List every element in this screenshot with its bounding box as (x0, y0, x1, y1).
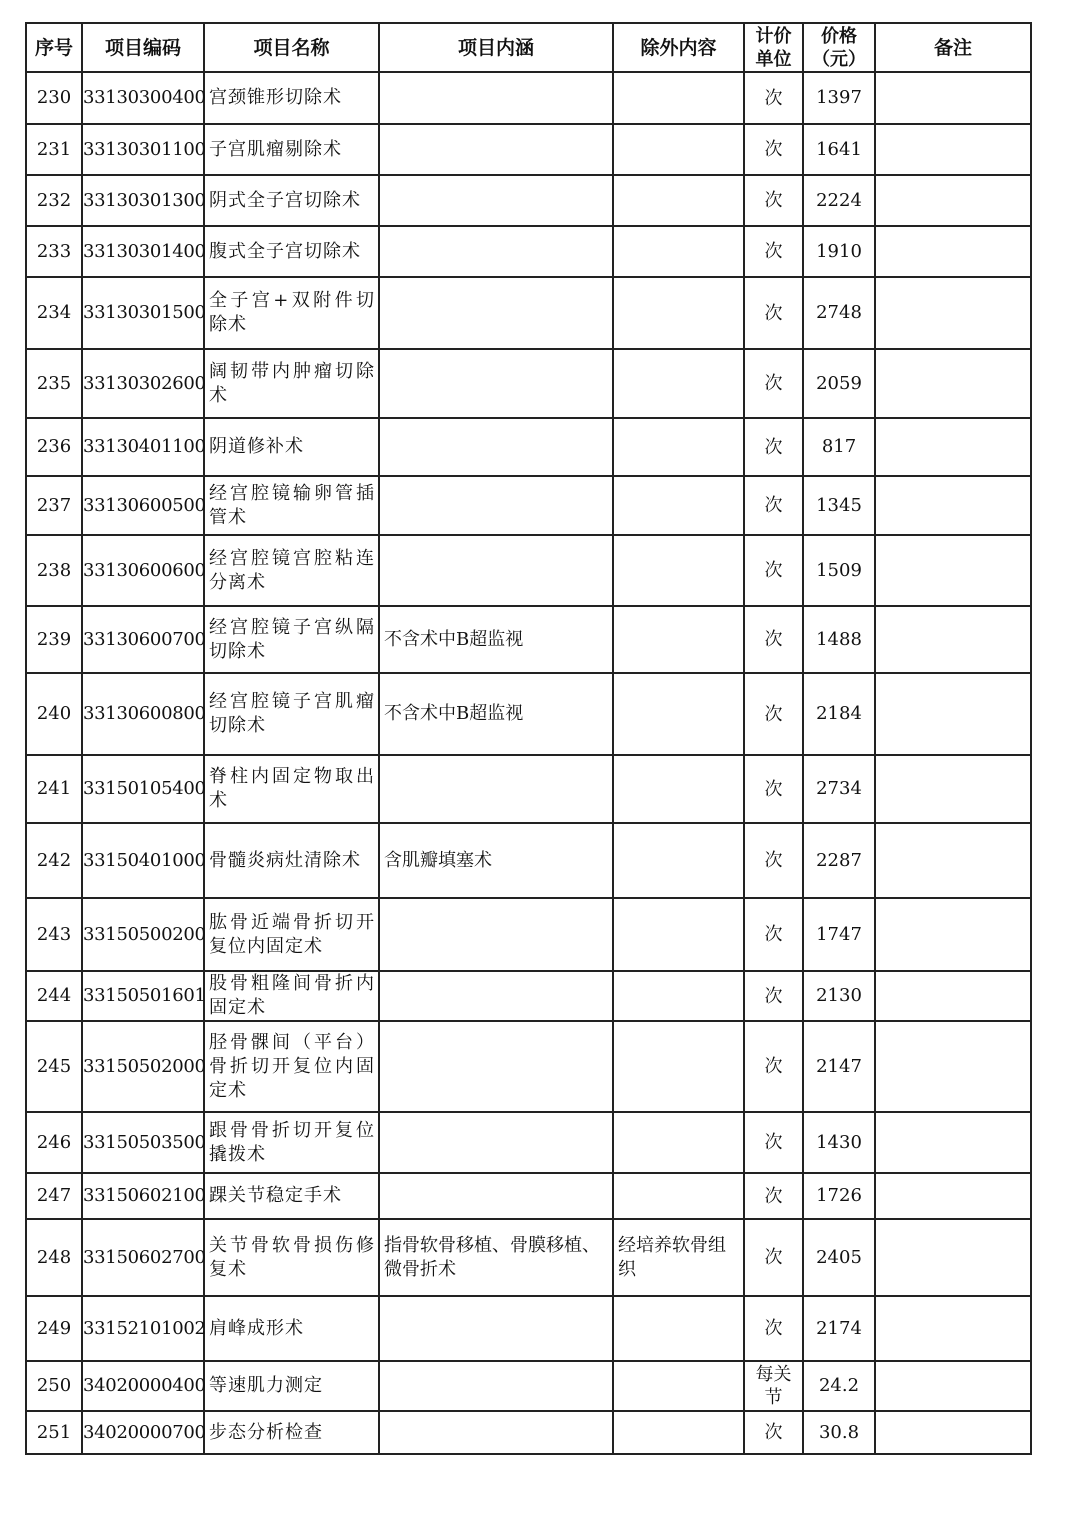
cell-unit: 次 (744, 175, 803, 226)
cell-remarks (875, 1411, 1031, 1454)
cell-remarks (875, 72, 1031, 124)
cell-name: 骨髓炎病灶清除术 (204, 823, 379, 898)
cell-connotation (379, 1112, 613, 1173)
cell-remarks (875, 175, 1031, 226)
cell-connotation (379, 1411, 613, 1454)
cell-name: 阔韧带内肿瘤切除术 (204, 349, 379, 418)
cell-unit: 次 (744, 72, 803, 124)
table-row (26, 1021, 1031, 1112)
cell-price: 2287 (803, 823, 875, 898)
cell-price: 1397 (803, 72, 875, 124)
header-connotation: 项目内涵 (379, 23, 613, 72)
table-row (26, 418, 1031, 476)
cell-seq: 248 (26, 1219, 82, 1296)
cell-code: 33150602100 (82, 1173, 204, 1219)
cell-name: 关节骨软骨损伤修复术 (204, 1219, 379, 1296)
header-exclusion: 除外内容 (613, 23, 744, 72)
cell-remarks (875, 971, 1031, 1021)
table-body (26, 72, 1031, 1454)
cell-name: 步态分析检查 (204, 1411, 379, 1454)
cell-seq: 246 (26, 1112, 82, 1173)
cell-name: 子宫肌瘤剔除术 (204, 124, 379, 175)
cell-connotation (379, 971, 613, 1021)
cell-connotation (379, 1296, 613, 1361)
table-row (26, 124, 1031, 175)
cell-seq: 251 (26, 1411, 82, 1454)
cell-seq: 244 (26, 971, 82, 1021)
table-row (26, 226, 1031, 277)
cell-price: 2130 (803, 971, 875, 1021)
cell-price: 2224 (803, 175, 875, 226)
cell-unit: 次 (744, 606, 803, 673)
table-row (26, 1296, 1031, 1361)
cell-exclusion (613, 823, 744, 898)
cell-code: 33152101002 (82, 1296, 204, 1361)
cell-unit: 次 (744, 535, 803, 606)
cell-price: 1641 (803, 124, 875, 175)
table-row (26, 535, 1031, 606)
cell-price: 2147 (803, 1021, 875, 1112)
cell-unit: 次 (744, 898, 803, 971)
header-name: 项目名称 (204, 23, 379, 72)
cell-connotation (379, 226, 613, 277)
header-price-line2: （元） (812, 48, 866, 70)
cell-exclusion (613, 349, 744, 418)
cell-remarks (875, 476, 1031, 535)
cell-unit: 次 (744, 1173, 803, 1219)
table-row (26, 673, 1031, 755)
cell-connotation: 含肌瓣填塞术 (379, 823, 613, 898)
header-price (803, 23, 875, 72)
cell-exclusion: 经培养软骨组织 (613, 1219, 744, 1296)
cell-connotation (379, 755, 613, 823)
cell-exclusion (613, 535, 744, 606)
cell-remarks (875, 1021, 1031, 1112)
cell-unit: 次 (744, 476, 803, 535)
header-remarks: 备注 (875, 23, 1031, 72)
cell-price: 1345 (803, 476, 875, 535)
cell-exclusion (613, 1112, 744, 1173)
cell-code: 34020000700 (82, 1411, 204, 1454)
cell-exclusion (613, 1173, 744, 1219)
cell-remarks (875, 277, 1031, 349)
cell-connotation (379, 898, 613, 971)
table-row (26, 606, 1031, 673)
cell-exclusion (613, 226, 744, 277)
cell-remarks (875, 1219, 1031, 1296)
cell-seq: 231 (26, 124, 82, 175)
cell-code: 33130301500 (82, 277, 204, 349)
header-unit-line1: 计价 (755, 25, 792, 47)
cell-unit: 次 (744, 1112, 803, 1173)
table-row (26, 1173, 1031, 1219)
cell-seq: 233 (26, 226, 82, 277)
cell-code: 33130600800 (82, 673, 204, 755)
table-row (26, 1219, 1031, 1296)
table-row (26, 72, 1031, 124)
cell-connotation (379, 1361, 613, 1411)
cell-exclusion (613, 476, 744, 535)
cell-price: 2184 (803, 673, 875, 755)
table-row (26, 1361, 1031, 1411)
cell-code: 33150602700 (82, 1219, 204, 1296)
cell-name: 阴道修补术 (204, 418, 379, 476)
cell-exclusion (613, 1021, 744, 1112)
cell-exclusion (613, 124, 744, 175)
cell-price: 1430 (803, 1112, 875, 1173)
cell-seq: 249 (26, 1296, 82, 1361)
cell-exclusion (613, 606, 744, 673)
cell-code: 33150401000 (82, 823, 204, 898)
cell-name: 跟骨骨折切开复位撬拨术 (204, 1112, 379, 1173)
cell-unit: 次 (744, 418, 803, 476)
cell-code: 33150502000 (82, 1021, 204, 1112)
cell-price: 24.2 (803, 1361, 875, 1411)
cell-unit: 次 (744, 1296, 803, 1361)
table-row (26, 277, 1031, 349)
cell-name: 胫骨髁间（平台）骨折切开复位内固定术 (204, 1021, 379, 1112)
cell-remarks (875, 823, 1031, 898)
cell-remarks (875, 226, 1031, 277)
cell-price: 30.8 (803, 1411, 875, 1454)
cell-unit: 次 (744, 277, 803, 349)
header-price-line1: 价格 (821, 25, 857, 47)
cell-unit: 次 (744, 1411, 803, 1454)
price-table (25, 22, 1032, 1455)
cell-exclusion (613, 1411, 744, 1454)
cell-connotation (379, 175, 613, 226)
cell-seq: 247 (26, 1173, 82, 1219)
cell-unit: 次 (744, 755, 803, 823)
cell-unit: 次 (744, 349, 803, 418)
header-row (26, 23, 1031, 72)
cell-remarks (875, 1296, 1031, 1361)
cell-code: 33150105400 (82, 755, 204, 823)
header-code: 项目编码 (82, 23, 204, 72)
cell-name: 阴式全子宫切除术 (204, 175, 379, 226)
cell-unit: 次 (744, 823, 803, 898)
cell-seq: 237 (26, 476, 82, 535)
cell-name: 经宫腔镜输卵管插管术 (204, 476, 379, 535)
cell-seq: 243 (26, 898, 82, 971)
table-row (26, 349, 1031, 418)
cell-price: 1488 (803, 606, 875, 673)
cell-remarks (875, 124, 1031, 175)
cell-connotation: 指骨软骨移植、骨膜移植、微骨折术 (379, 1219, 613, 1296)
cell-connotation (379, 277, 613, 349)
cell-remarks (875, 755, 1031, 823)
cell-connotation: 不含术中B超监视 (379, 673, 613, 755)
cell-connotation (379, 124, 613, 175)
cell-price: 817 (803, 418, 875, 476)
cell-remarks (875, 1112, 1031, 1173)
cell-exclusion (613, 72, 744, 124)
cell-exclusion (613, 971, 744, 1021)
cell-unit: 次 (744, 124, 803, 175)
header-seq: 序号 (26, 23, 82, 72)
cell-exclusion (613, 898, 744, 971)
cell-code: 34020000400 (82, 1361, 204, 1411)
cell-connotation (379, 535, 613, 606)
cell-name: 肱骨近端骨折切开复位内固定术 (204, 898, 379, 971)
table-row (26, 1411, 1031, 1454)
cell-code: 33130600700 (82, 606, 204, 673)
cell-unit: 次 (744, 1219, 803, 1296)
table-row (26, 476, 1031, 535)
cell-code: 33130600500 (82, 476, 204, 535)
cell-seq: 245 (26, 1021, 82, 1112)
cell-seq: 235 (26, 349, 82, 418)
table-row (26, 971, 1031, 1021)
cell-name: 宫颈锥形切除术 (204, 72, 379, 124)
cell-unit: 每关节 (744, 1361, 803, 1411)
cell-seq: 242 (26, 823, 82, 898)
cell-connotation (379, 1173, 613, 1219)
cell-seq: 232 (26, 175, 82, 226)
cell-remarks (875, 349, 1031, 418)
cell-remarks (875, 535, 1031, 606)
cell-exclusion (613, 755, 744, 823)
cell-name: 全子宫+双附件切除术 (204, 277, 379, 349)
cell-connotation (379, 72, 613, 124)
cell-connotation (379, 418, 613, 476)
cell-code: 33130301100 (82, 124, 204, 175)
cell-price: 2748 (803, 277, 875, 349)
cell-code: 33130600600 (82, 535, 204, 606)
cell-remarks (875, 1361, 1031, 1411)
cell-name: 肩峰成形术 (204, 1296, 379, 1361)
cell-seq: 234 (26, 277, 82, 349)
cell-name: 经宫腔镜宫腔粘连分离术 (204, 535, 379, 606)
cell-remarks (875, 606, 1031, 673)
table-row (26, 175, 1031, 226)
cell-price: 2405 (803, 1219, 875, 1296)
table-row (26, 1112, 1031, 1173)
cell-remarks (875, 673, 1031, 755)
cell-code: 33150503500 (82, 1112, 204, 1173)
cell-price: 1910 (803, 226, 875, 277)
header-unit (744, 23, 803, 72)
cell-connotation (379, 349, 613, 418)
cell-exclusion (613, 418, 744, 476)
cell-remarks (875, 898, 1031, 971)
cell-code: 33130300400 (82, 72, 204, 124)
cell-remarks (875, 1173, 1031, 1219)
cell-code: 33130301300 (82, 175, 204, 226)
cell-code: 33150501601 (82, 971, 204, 1021)
cell-seq: 239 (26, 606, 82, 673)
cell-exclusion (613, 1361, 744, 1411)
cell-price: 1726 (803, 1173, 875, 1219)
cell-exclusion (613, 277, 744, 349)
cell-unit: 次 (744, 226, 803, 277)
cell-price: 2174 (803, 1296, 875, 1361)
cell-price: 1747 (803, 898, 875, 971)
cell-unit: 次 (744, 1021, 803, 1112)
cell-exclusion (613, 1296, 744, 1361)
table-row (26, 755, 1031, 823)
cell-seq: 241 (26, 755, 82, 823)
cell-exclusion (613, 673, 744, 755)
cell-code: 33130301400 (82, 226, 204, 277)
cell-name: 脊柱内固定物取出术 (204, 755, 379, 823)
cell-code: 33130401100 (82, 418, 204, 476)
table-row (26, 823, 1031, 898)
cell-connotation (379, 1021, 613, 1112)
cell-price: 2059 (803, 349, 875, 418)
cell-exclusion (613, 175, 744, 226)
cell-seq: 236 (26, 418, 82, 476)
cell-connotation (379, 476, 613, 535)
cell-seq: 230 (26, 72, 82, 124)
cell-price: 1509 (803, 535, 875, 606)
header-unit-line2: 单位 (755, 48, 792, 70)
cell-unit: 次 (744, 673, 803, 755)
cell-code: 33130302600 (82, 349, 204, 418)
cell-name: 腹式全子宫切除术 (204, 226, 379, 277)
cell-name: 股骨粗隆间骨折内固定术 (204, 971, 379, 1021)
cell-seq: 240 (26, 673, 82, 755)
cell-unit: 次 (744, 971, 803, 1021)
cell-price: 2734 (803, 755, 875, 823)
cell-name: 经宫腔镜子宫纵隔切除术 (204, 606, 379, 673)
cell-name: 经宫腔镜子宫肌瘤切除术 (204, 673, 379, 755)
table-row (26, 898, 1031, 971)
cell-seq: 238 (26, 535, 82, 606)
cell-connotation: 不含术中B超监视 (379, 606, 613, 673)
cell-name: 等速肌力测定 (204, 1361, 379, 1411)
cell-code: 33150500200 (82, 898, 204, 971)
cell-seq: 250 (26, 1361, 82, 1411)
cell-remarks (875, 418, 1031, 476)
cell-name: 踝关节稳定手术 (204, 1173, 379, 1219)
